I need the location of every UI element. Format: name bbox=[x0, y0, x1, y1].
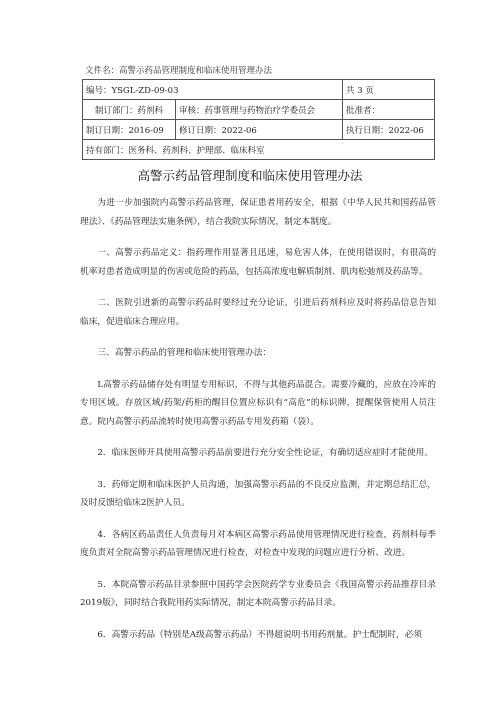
total-pages: 共 3 页 bbox=[343, 80, 435, 100]
paragraph-item-5: 5．本院高警示药品目录参照中国药学会医院药学专业委员会《我国高警示药品推荐目录2019版》，同时结合我院用药实际情况，制定本院高警示药品目录。 bbox=[80, 579, 436, 608]
file-name: 文件名：高警示药品管理制度和临床使用管理办法 bbox=[85, 66, 273, 76]
meta-row bbox=[83, 120, 435, 140]
paragraph-item-1: L高警示药品储存处有明显专用标识，不得与其他药品混合。需要冷藏的，应放在冷库的专用区域。存放区域/药架/药柜的醒目位置应标识有“高危”的标识牌，提醒保管使用人员注意。院内高警示药品流转时使用高警示药品专用发药箱（袋）。 bbox=[80, 379, 436, 427]
doc-number: 编号：YSGL-ZD-09-03 bbox=[83, 80, 343, 100]
paragraph-section-heading: 三、高警示药品的管理和临床使用管理办法： bbox=[97, 348, 272, 358]
document-title: 高警示药品管理制度和临床使用管理办法 bbox=[137, 168, 363, 183]
paragraph-item-2: 2．临床医师开具使用高警示药品前要进行充分安全性论证，有确切适应症时才能使用。 bbox=[97, 448, 434, 458]
paragraph-intro: 为进一步加强院内高警示药品管理，保证患者用药安全，根据《中华人民共和国药品管理法》、《药品管理法实施条例》，结合我院实际情况，制定本制度。 bbox=[80, 198, 436, 227]
paragraph-definition: 一、高警示药品定义：指药理作用显著且迅速，易危害人体，在使用错误时，有很高的机率对患者造成明显的伤害或危险的药品，包括高浓度电解质制剂、肌肉松弛剂及药品等。 bbox=[80, 248, 436, 277]
paragraph-introduction-of-drugs: 二、医院引进新的高警示药品时要经过充分论证，引进后药剂科应及时将药品信息告知临床，促进临床合理应用。 bbox=[80, 298, 436, 327]
holding-departments: 持有部门：医务科、药剂科、护理部、临床科室 bbox=[83, 140, 435, 160]
approver: 批准者： bbox=[343, 100, 435, 120]
paragraph-item-6: 6．高警示药品（特别是A级高警示药品）不得超说明书用药剂量。护士配制时，必须 bbox=[97, 629, 422, 640]
meta-row bbox=[83, 100, 435, 120]
draft-date: 制订日期：2016-09 bbox=[83, 120, 176, 140]
paragraph-item-3: 3．药师定期和临床医护人员沟通，加强高警示药品的不良反应监测，并定期总结汇总，及时反馈给临床2医护人员。 bbox=[80, 479, 436, 508]
paragraph-item-4: 4．各病区药品责任人负责每月对本病区高警示药品使用管理情况进行检查，药剂科每季度负责对全院高警示药品管理情况进行检查，对检查中发现的问题应进行分析、改进。 bbox=[80, 529, 436, 558]
document-meta-table bbox=[82, 79, 435, 160]
meta-row bbox=[83, 80, 435, 100]
drafting-department: 制订部门：药剂科 bbox=[83, 100, 176, 120]
execution-date: 执行日期：2022-06 bbox=[343, 120, 435, 140]
document-body bbox=[80, 194, 436, 656]
revise-date: 修订日期：2022-06 bbox=[176, 120, 343, 140]
reviewer: 审核：药事管理与药物治疗学委员会 bbox=[176, 100, 343, 120]
meta-row bbox=[83, 140, 435, 160]
